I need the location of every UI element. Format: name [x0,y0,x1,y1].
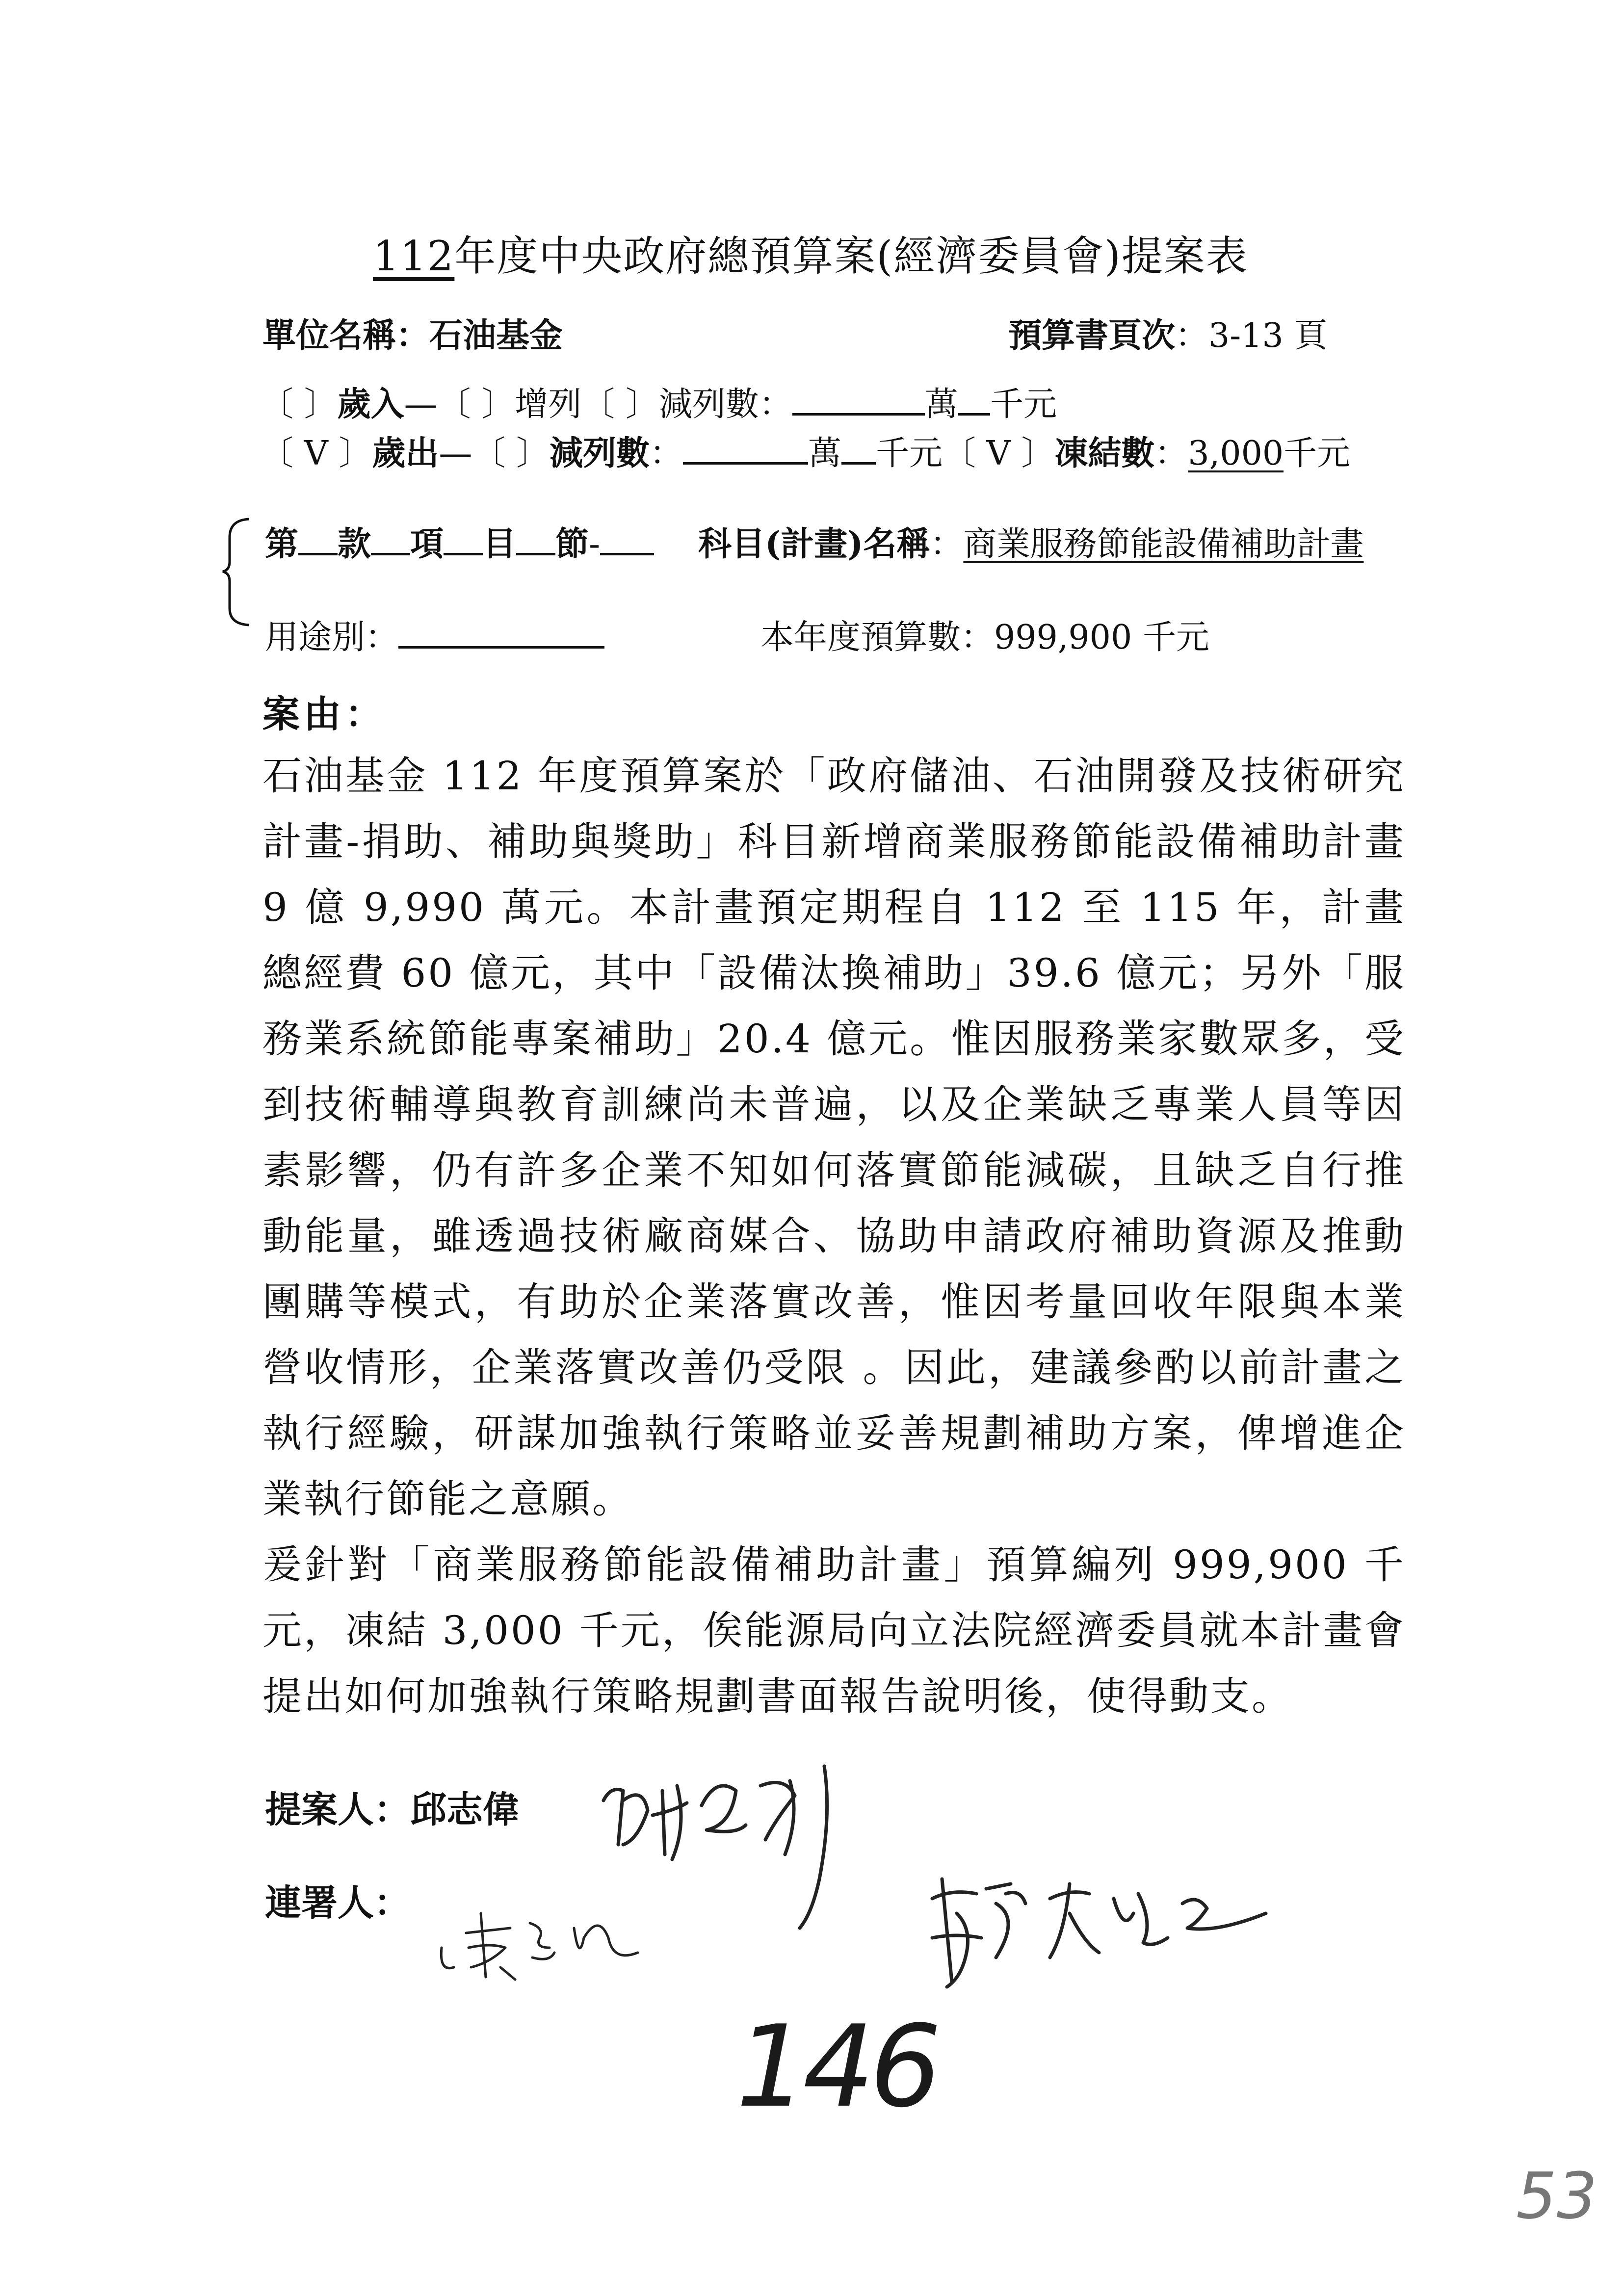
budget-value: ：999,900 千元 [961,618,1209,657]
page-number: 53 [1516,2159,1598,2233]
page-reference [1008,309,1327,357]
xiang-blank [371,524,410,555]
subject-line [265,518,1363,565]
usage-blank [398,618,604,649]
kuan-blank [298,524,338,555]
expense-decrease-checkbox: 〔 〕 [472,434,550,473]
increase-checkbox: 〔 〕 [437,385,515,424]
unit-label: 單位名稱： [262,316,430,355]
expense-wan: 萬 [808,434,842,473]
revenue-label: 歲入 [337,385,404,424]
reason-label: 案由： [262,692,386,736]
freeze-unit: 千元 [1283,434,1351,473]
proposer-label: 提案人： [265,1789,410,1831]
budget-line [760,611,1209,658]
freeze-value: 3,000 [1188,434,1284,473]
revenue-wan: 萬 [924,385,958,424]
subject-colon: ： [930,525,964,564]
budget-label: 本年度預算數 [760,618,961,657]
expense-decrease-label: 減列數 [549,434,650,473]
cosigner-signature-2 [922,1859,1276,1997]
title-year: 112 [373,232,455,280]
expense-line [260,427,1350,474]
revenue-checkbox: 〔 〕 [260,385,338,424]
unit-value: 石油基金 [429,316,563,355]
expense-colon: ： [650,434,683,473]
proposer-row [265,1781,519,1833]
expense-dash: — [439,434,472,473]
jie-blank [516,524,555,555]
expense-qian: 千元 [876,434,943,473]
proposer-name: 邱志偉 [410,1789,519,1831]
subject-name-label: 科目(計畫)名稱 [698,524,930,564]
decrease-checkbox: 〔 〕 [581,385,659,424]
expense-label: 歲出 [372,434,439,473]
page-ref-label: 預算書頁次 [1008,316,1176,355]
increase-label: 增列 [515,385,582,424]
subject-name-value: 商業服務節能設備補助計畫 [963,525,1364,564]
reason-body [262,743,1420,1729]
freeze-label: 凍結數 [1054,434,1155,473]
reason-paragraph-1: 石油基金 112 年度預算案於「政府儲油、石油開發及技術研究計畫-捐助、補助與獎助」科目新增商業服務節能設備補助計畫 9 億 9,990 萬元。本計畫預定期程自 112 至 115 年，計畫總經費 60 億元，其中「設備汰換補助」39.6 億元；另外「服務業系統節能專案補助」20.4 億元。惟因服務業家數眾多，受到技術輔導與教育訓練尚未普遍，以及企業缺乏專業人員等因素影響，仍有許多企業不知如何落實節能減碳，且缺乏自行推動能量，雖透過技術廠商媒合、協助申請政府補助資源及推動團購等模式，有助於企業落實改善，惟因考量回收年限與本業營收情形，企業落實改善仍受限 。因此，建議參酌以前計畫之執行經驗，研謀加強執行策略並妥善規劃補助方案，俾增進企業執行節能之意願。 [262,753,1420,1522]
subject-dash: - [589,525,601,564]
page-ref-value: ：3-13 頁 [1175,316,1328,355]
cosigner-signature-1 [432,1894,657,1992]
subject-jie: 節 [555,524,589,564]
freeze-checkbox: 〔 V 〕 [943,434,1055,473]
usage-label: 用途別： [265,618,399,657]
expense-qian-blank [841,434,876,465]
subject-di: 第 [265,524,299,564]
decrease-label: 減列數： [658,385,792,424]
mu-blank [444,524,483,555]
cosigner-label: 連署人： [265,1882,410,1924]
revenue-qian: 千元 [990,385,1057,424]
expense-wan-blank [683,434,808,465]
page-title [373,223,1248,283]
revenue-line [260,378,1057,425]
handwritten-number: 146 [736,2002,937,2133]
subject-kuan: 款 [338,524,371,564]
revenue-dash: — [404,385,438,424]
usage-line [265,611,604,658]
subject-mu: 目 [483,524,517,564]
left-brace [220,515,254,628]
title-text: 年度中央政府總預算案(經濟委員會)提案表 [454,232,1248,280]
revenue-wan-blank [792,385,925,416]
expense-checkbox: 〔 V 〕 [260,434,372,473]
cosigner-row [265,1874,410,1926]
unit-name-row [262,309,563,357]
subject-tail-blank [600,524,654,555]
freeze-colon: ： [1154,434,1188,473]
revenue-qian-blank [958,385,990,416]
subject-xiang: 項 [410,524,444,564]
reason-paragraph-2: 爰針對「商業服務節能設備補助計畫」預算編列 999,900 千元，凍結 3,000 千元，俟能源局向立法院經濟委員就本計畫會提出如何加強執行策略規劃書面報告說明後，使得動支。 [262,1542,1406,1719]
